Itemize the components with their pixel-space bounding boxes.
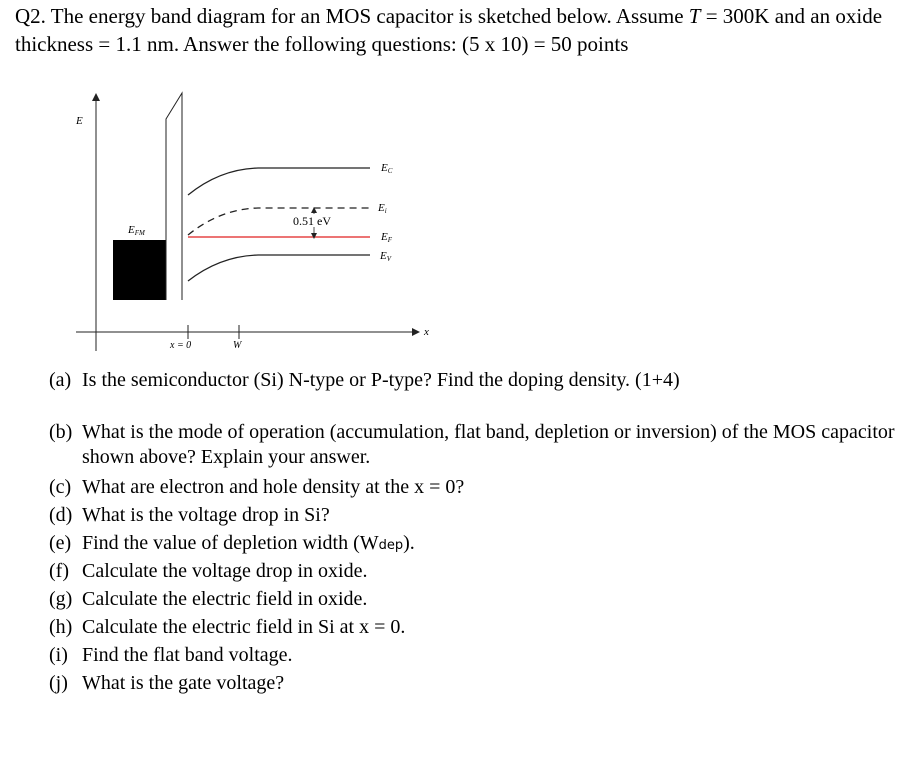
intrinsic-level — [188, 208, 370, 235]
ec-label: EC — [381, 162, 393, 175]
question-header — [15, 2, 910, 58]
question-b — [49, 420, 899, 470]
ef-label: EF — [381, 231, 393, 244]
question-text: Is the semiconductor (Si) N-type or P-type? Find the doping density. (1+4) — [82, 369, 680, 391]
ev-label: EV — [380, 250, 392, 263]
metal-fermi-label: EFM — [128, 224, 145, 237]
header-text-start: Q2. The energy band diagram for an MOS capacitor is sketched below. Assume — [15, 4, 689, 28]
x0-label: x = 0 — [170, 340, 192, 351]
question-label: (g) — [49, 588, 73, 610]
question-label: (b) — [49, 421, 73, 443]
question-j — [49, 671, 284, 696]
oxide-barrier — [166, 93, 182, 300]
temperature-variable: T — [688, 4, 701, 28]
conduction-band — [188, 168, 370, 195]
question-h — [49, 615, 405, 640]
question-text: Find the value of depletion width (W — [82, 532, 379, 554]
header-text-end: = 300K and an oxide thickness = 1.1 nm. Answer the following questions: (5 x 10) = 50 points — [15, 4, 883, 56]
question-text: Calculate the voltage drop in oxide. — [82, 560, 368, 582]
question-label: (d) — [49, 504, 73, 526]
question-text: What are electron and hole density at the x = 0? — [82, 476, 465, 498]
question-label: (a) — [49, 369, 72, 391]
question-a — [49, 368, 680, 393]
question-f — [49, 559, 367, 584]
question-text: What is the voltage drop in Si? — [82, 504, 330, 526]
metal-block — [113, 240, 166, 300]
question-label: (f) — [49, 560, 69, 582]
question-d — [49, 503, 330, 528]
gap-arrow-down — [311, 233, 317, 239]
question-text: Calculate the electric field in Si at x = 0. — [82, 616, 406, 638]
question-text: What is the gate voltage? — [82, 672, 285, 694]
question-text: Find the flat band voltage. — [82, 644, 293, 666]
energy-band-diagram — [60, 85, 440, 360]
question-text-end: ). — [403, 532, 415, 554]
question-text: Calculate the electric field in oxide. — [82, 588, 368, 610]
question-i — [49, 643, 293, 668]
w-label: W — [233, 340, 242, 351]
energy-axis-label: E — [76, 115, 83, 127]
gap-label: 0.51 eV — [293, 214, 331, 228]
question-e — [49, 531, 415, 558]
question-label: (h) — [49, 616, 73, 638]
question-label: (e) — [49, 532, 72, 554]
valence-band — [188, 255, 370, 281]
position-axis-label: x — [424, 326, 429, 338]
question-label: (j) — [49, 672, 68, 694]
question-text: What is the mode of operation (accumulation, flat band, depletion or inversion) of the MOS capacitor shown above? Explain your answer. — [82, 421, 895, 468]
question-g — [49, 587, 367, 612]
depletion-subscript: dep — [378, 538, 404, 553]
question-label: (i) — [49, 644, 68, 666]
question-label: (c) — [49, 476, 72, 498]
question-c — [49, 475, 464, 500]
ei-label: Ei — [378, 202, 387, 215]
